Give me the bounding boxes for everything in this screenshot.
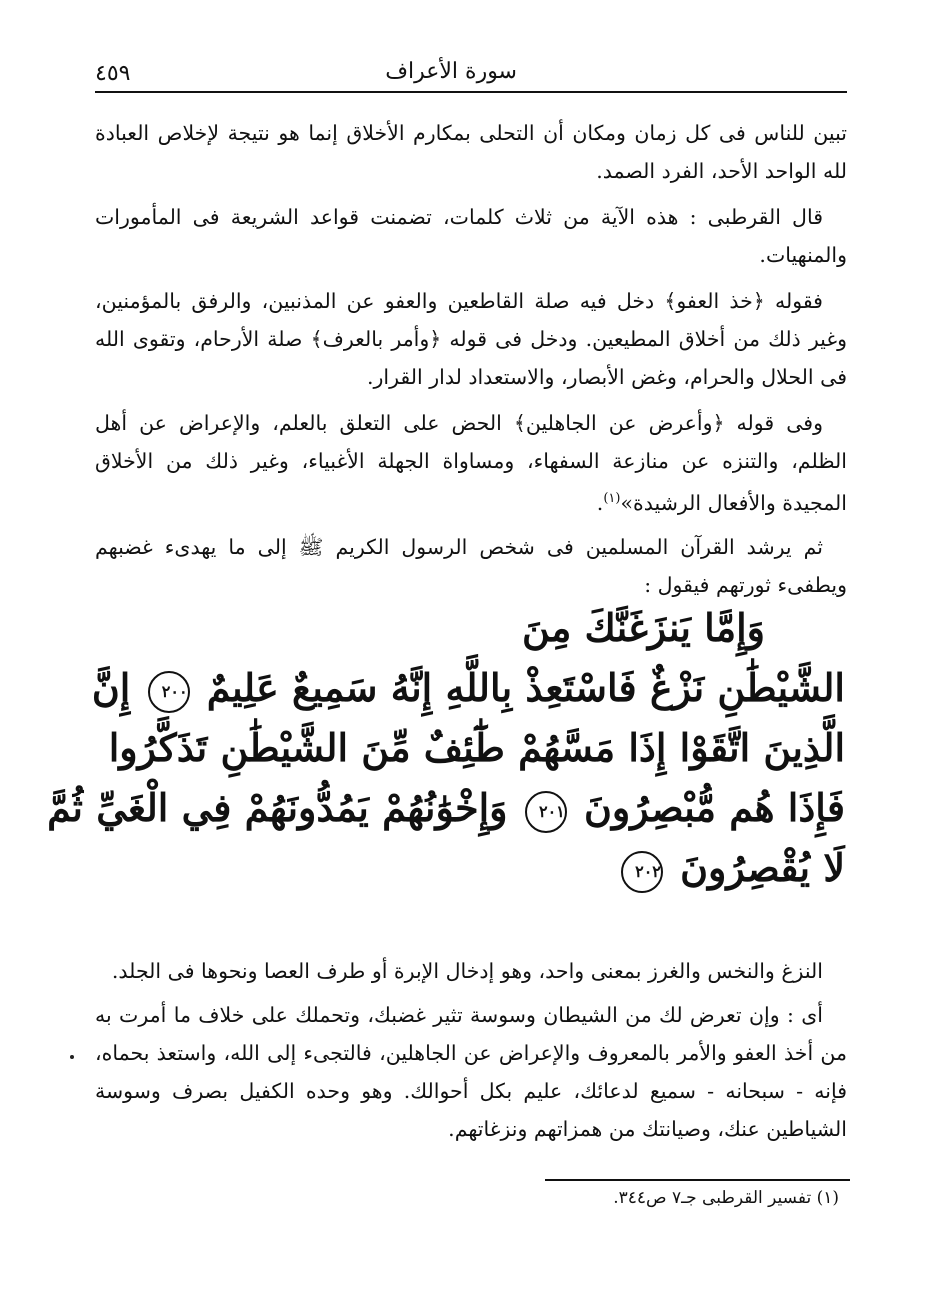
quran-line-3: الَّذِينَ اتَّقَوْا إِذَا مَسَّهُمْ طَٰٓئِفٌ مِّنَ الشَّيْطَٰنِ تَذَكَّرُوا [108, 725, 845, 770]
page-header [95, 55, 847, 93]
paragraph-6: النزغ والنخس والغرز بمعنى واحد، وهو إدخال الإبرة أو طرف العصا ونحوها فى الجلد. [111, 959, 823, 983]
header-rule [95, 91, 847, 93]
quran-verses-block [47, 598, 845, 898]
page-number: ٤٥٩ [95, 61, 131, 86]
paragraph-4: وفى قوله ﴿وأعرض عن الجاهلين﴾ الحض على التعلق بالعلم، والإعراض عن أهل الظلم، والتنزه عن منازعة السفهاء، ومساواة الجهلة الأغبياء، وغير ذلك من الأخلاق المجيدة والأفعال الرشيدة»$^{(١)}$. [95, 411, 847, 515]
quran-line-2-end: إِنَّ [91, 665, 131, 710]
quran-line-4-b: وَإِخْوَٰنُهُمْ يَمُدُّونَهُمْ فِي الْغَيِّ ثُمَّ [47, 785, 508, 830]
footnote-rule [545, 1179, 850, 1181]
quran-line-2-text: الشَّيْطَٰنِ نَزْغٌ فَاسْتَعِذْ بِاللَّهِ إِنَّهُ سَمِيعٌ عَلِيمٌ [206, 665, 845, 710]
quran-line-5-text: لَا يُقْصِرُونَ [680, 845, 845, 890]
paragraph-2: قال القرطبى : هذه الآية من ثلاث كلمات، تضمنت قواعد الشريعة فى المأمورات والمنهيات. [95, 205, 847, 267]
quran-line-5 [175, 838, 845, 898]
quran-line-2 [91, 658, 845, 718]
footnote: (١) تفسير القرطبى جـ٧ ص٣٤٤. [613, 1188, 839, 1208]
footnote-reference: (١) [603, 491, 621, 506]
ayah-number-200: ٢٠٠ [148, 671, 190, 713]
quran-line-4 [47, 778, 845, 838]
quran-line-1: وَإِمَّا يَنزَغَنَّكَ مِنَ [522, 605, 765, 650]
paragraph-4-text: وفى قوله ﴿وأعرض عن الجاهلين﴾ الحض على التعلق بالعلم، والإعراض عن أهل الظلم، والتنزه عن منازعة السفهاء، ومساواة الجهلة الأغبياء، وغير ذلك من الأخلاق المجيدة والأفعال الرشيدة» [95, 411, 847, 515]
paragraph-1: تبين للناس فى كل زمان ومكان أن التحلى بمكارم الأخلاق إنما هو نتيجة لإخلاص العبادة لله الواحد الأحد، الفرد الصمد. [95, 121, 847, 183]
paragraph-7: أى : وإن تعرض لك من الشيطان وسوسة تثير غضبك، وتحملك على خلاف ما أمرت به من أخذ العفو والأمر بالمعروف والإعراض عن الجاهلين، فالتجىء إلى الله، واستعذ بحماه، فإنه - سبحانه - سميع لدعائك، عليم بكل أحوالك. وهو وحده الكفيل بصرف وسوسة الشياطين عنك، وصيانتك من همزاتهم ونزغاتهم. [95, 1003, 847, 1141]
quran-line-4-a: فَإِذَا هُم مُّبْصِرُونَ [583, 785, 845, 830]
paragraph-5: ثم يرشد القرآن المسلمين فى شخص الرسول الكريم ﷺ إلى ما يهدىء غضبهم ويطفىء ثورتهم فيقول : [95, 535, 847, 597]
surah-title: سورة الأعراف [385, 59, 517, 84]
ayah-number-202: ٢٠٢ [621, 851, 663, 893]
stray-dot [70, 1055, 74, 1059]
ayah-number-201: ٢٠١ [525, 791, 567, 833]
paragraph-3: فقوله ﴿خذ العفو﴾ دخل فيه صلة القاطعين والعفو عن المذنبين، والرفق بالمؤمنين، وغير ذلك من أخلاق المطيعين. ودخل فى قوله ﴿وأمر بالعرف﴾ صلة الأرحام، وتقوى الله فى الحلال والحرام، وغض الأبصار، والاستعداد لدار القرار. [95, 289, 847, 389]
